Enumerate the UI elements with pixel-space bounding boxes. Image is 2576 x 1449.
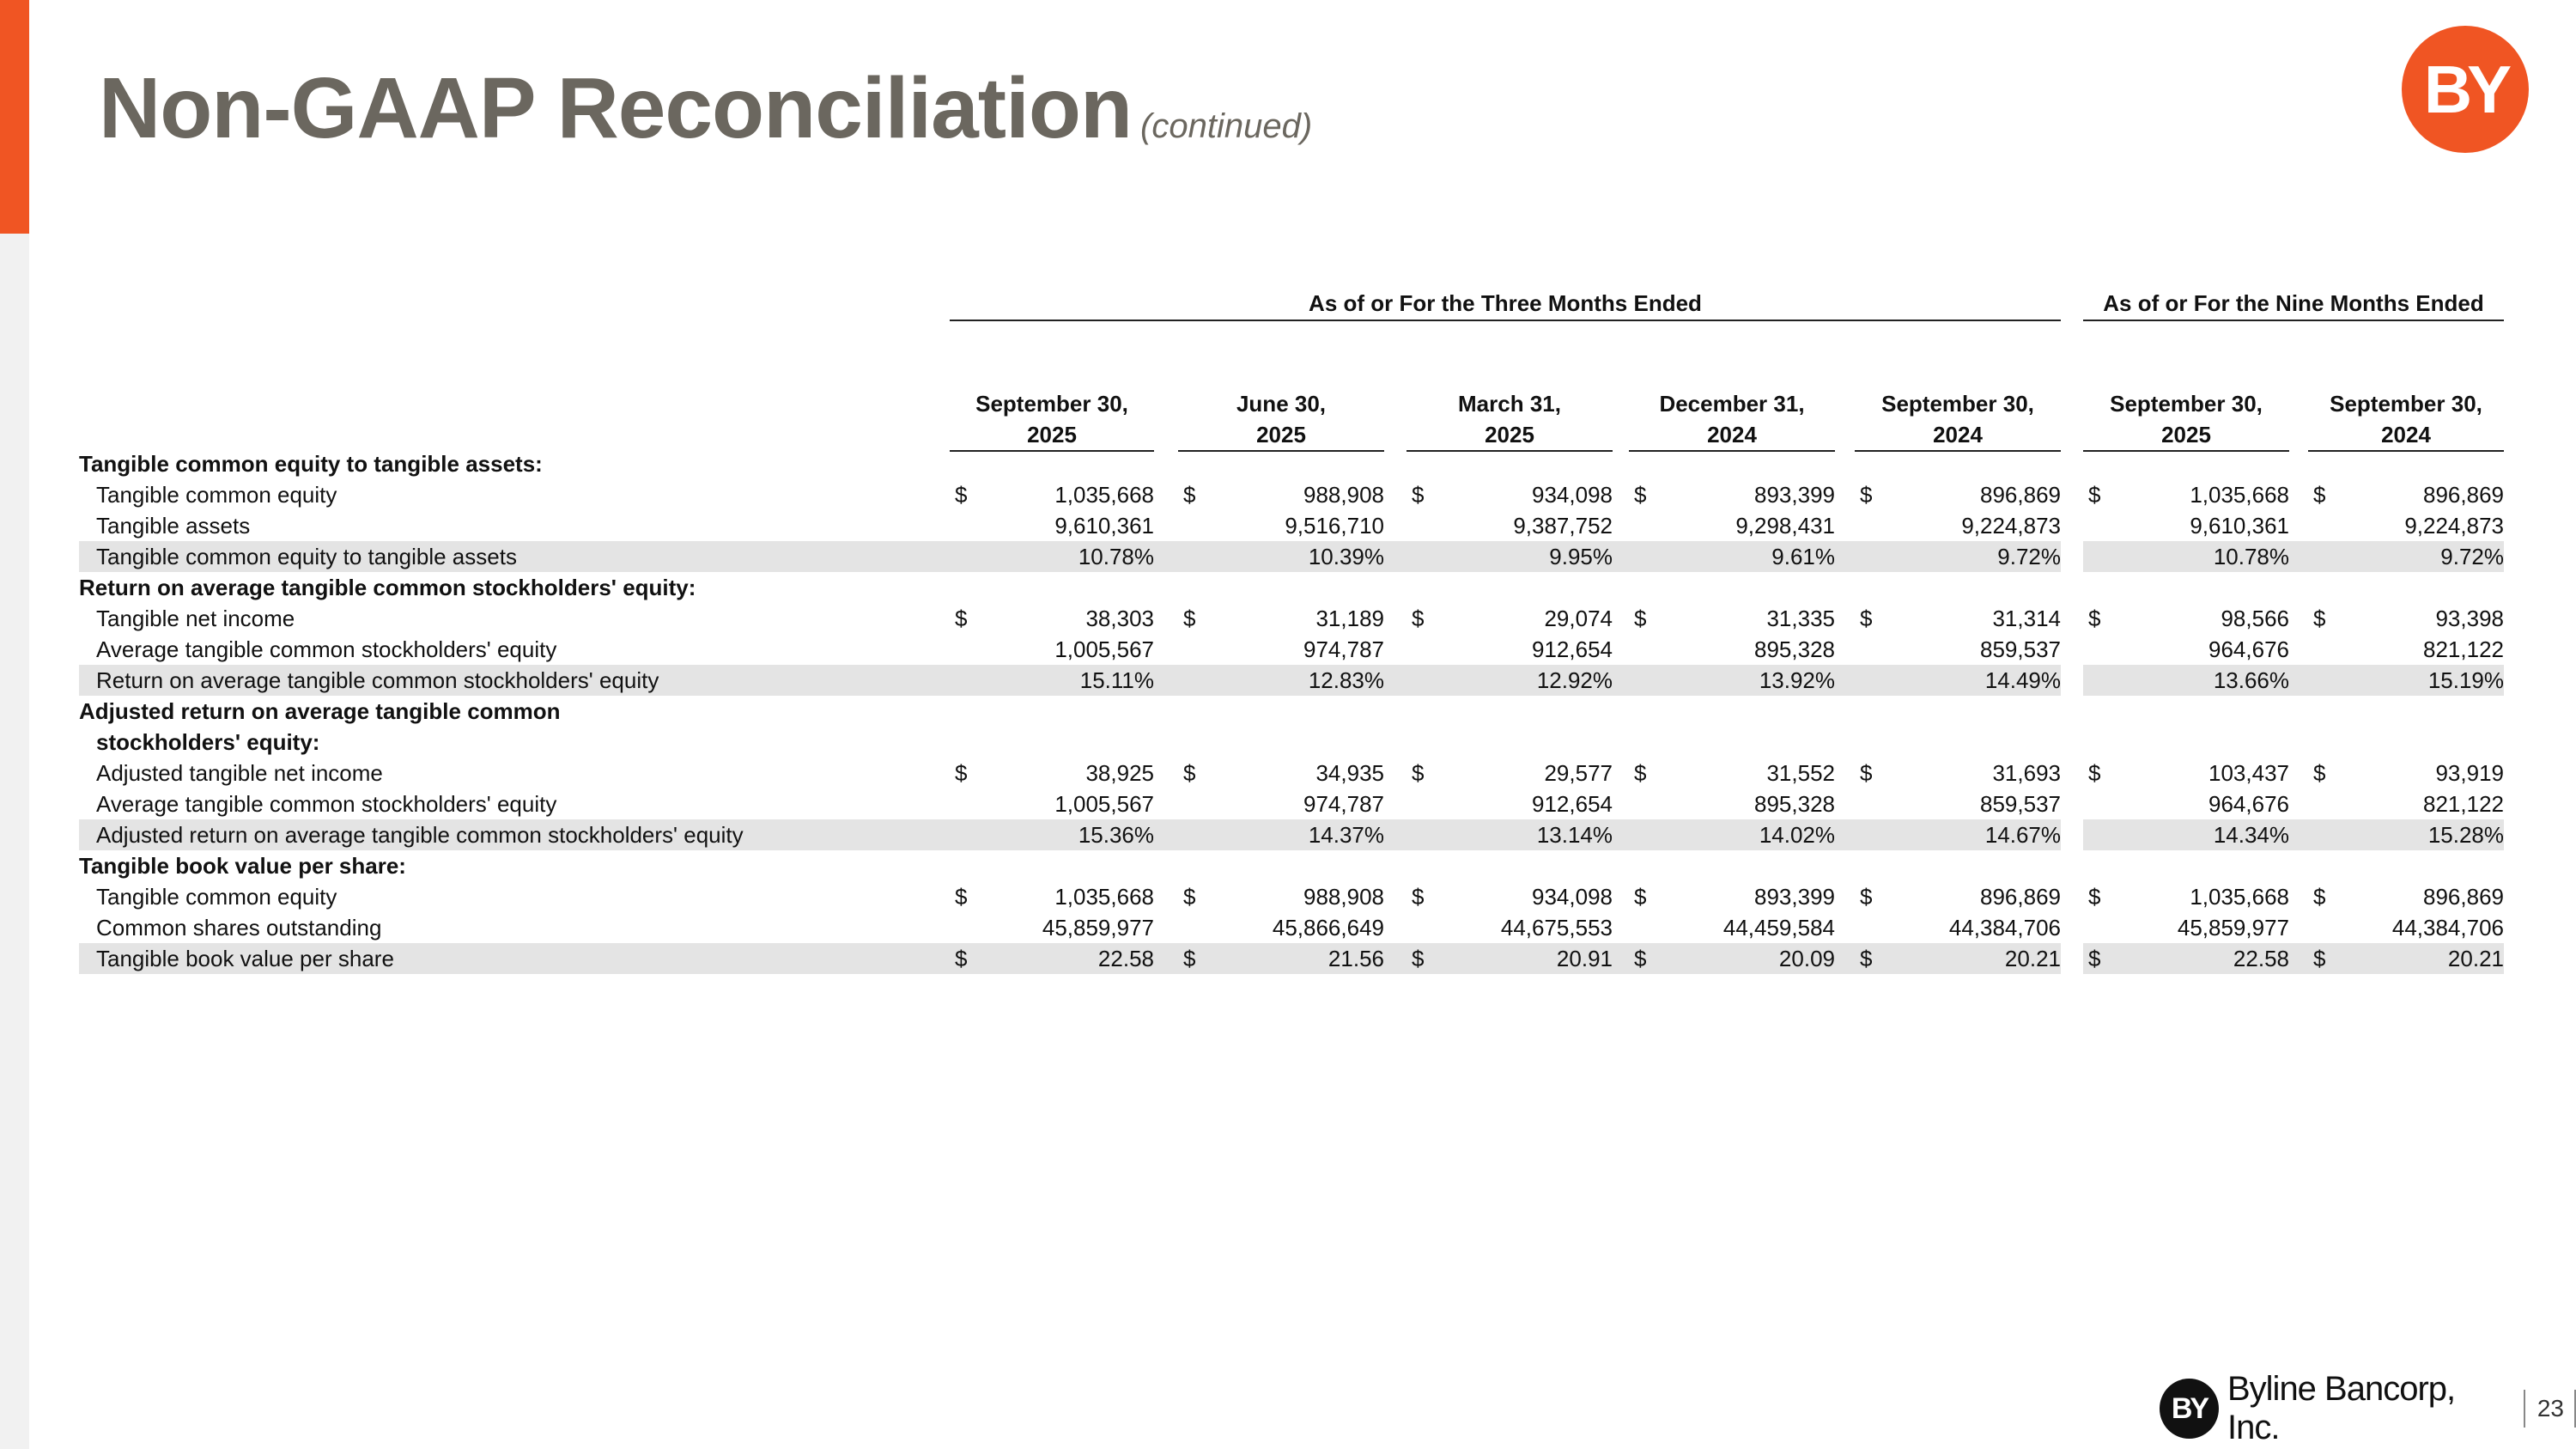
- cell-value: 821,122: [2423, 636, 2504, 662]
- row-label: Tangible assets: [96, 513, 251, 539]
- cell-value: 893,399: [1754, 884, 1835, 910]
- currency-symbol: $: [1860, 606, 1873, 631]
- cell-value: 10.78%: [2213, 544, 2289, 569]
- table-cell: [1855, 634, 2061, 665]
- page-number: 23: [2537, 1395, 2565, 1422]
- currency-symbol: $: [1634, 482, 1647, 508]
- table-cell: [1406, 912, 1613, 943]
- currency-symbol: $: [955, 606, 968, 631]
- table-cell: [1178, 912, 1384, 943]
- currency-symbol: $: [1183, 946, 1196, 971]
- section-header-row: [79, 727, 2504, 758]
- table-cell: [950, 541, 1154, 572]
- table-cell: [1178, 788, 1384, 819]
- cell-value: 15.28%: [2427, 822, 2504, 848]
- page-title-text: Non-GAAP Reconciliation: [99, 60, 1133, 156]
- row-label: Tangible common equity: [96, 884, 337, 910]
- table-cell: [950, 510, 1154, 541]
- table-cell: [1406, 634, 1613, 665]
- table-cell: [1406, 758, 1613, 788]
- cell-value: 98,566: [2221, 606, 2289, 631]
- currency-symbol: $: [1412, 482, 1425, 508]
- cell-value: 912,654: [1532, 791, 1613, 817]
- currency-symbol: $: [1634, 946, 1647, 971]
- table-cell: [2083, 541, 2289, 572]
- table-cell: [950, 943, 1154, 974]
- table-cell: [1406, 479, 1613, 510]
- table-cell: [1406, 881, 1613, 912]
- row-label: Adjusted tangible net income: [96, 760, 383, 786]
- table-cell: [1855, 510, 2061, 541]
- row-label: Tangible book value per share: [96, 946, 394, 971]
- cell-value: 988,908: [1303, 884, 1384, 910]
- column-header-year: 2024: [2381, 422, 2431, 447]
- cell-value: 9,610,361: [1054, 513, 1154, 539]
- section-header-row: [79, 572, 2504, 603]
- column-header-year: 2024: [1933, 422, 1983, 447]
- cell-value: 912,654: [1532, 636, 1613, 662]
- currency-symbol: $: [2088, 482, 2101, 508]
- table-cell: [1629, 943, 1835, 974]
- cell-value: 12.83%: [1308, 667, 1384, 693]
- currency-symbol: $: [955, 760, 968, 786]
- currency-symbol: $: [2313, 946, 2326, 971]
- cell-value: 15.11%: [1079, 667, 1154, 693]
- table-cell: [1406, 510, 1613, 541]
- currency-symbol: $: [1183, 482, 1196, 508]
- table-cell: [1406, 603, 1613, 634]
- table-cell: [2308, 541, 2504, 572]
- row-label: Adjusted return on average tangible common stockholders' equity: [96, 822, 744, 848]
- table-cell: [2308, 510, 2504, 541]
- table-cell: [1178, 665, 1384, 696]
- column-header-date: September 30,: [2110, 391, 2263, 417]
- cell-value: 896,869: [1980, 884, 2061, 910]
- table-cell: [1178, 479, 1384, 510]
- table-cell: [950, 881, 1154, 912]
- row-label: Tangible common equity to tangible assets:: [79, 451, 543, 477]
- table-cell: [2308, 479, 2504, 510]
- cell-value: 20.91: [1556, 946, 1613, 971]
- cell-value: 1,005,567: [1054, 791, 1154, 817]
- table-row: [79, 603, 2504, 634]
- currency-symbol: $: [1183, 606, 1196, 631]
- cell-value: 22.58: [2233, 946, 2289, 971]
- currency-symbol: $: [1860, 482, 1873, 508]
- currency-symbol: $: [1412, 606, 1425, 631]
- column-header-year: 2025: [1485, 422, 1534, 447]
- footer-logo-text: BY: [2171, 1391, 2208, 1425]
- cell-value: 93,919: [2435, 760, 2504, 786]
- table-cell: [1406, 665, 1613, 696]
- column-header-date: March 31,: [1458, 391, 1561, 417]
- cell-value: 821,122: [2423, 791, 2504, 817]
- table-cell: [2083, 912, 2289, 943]
- table-cell: [1629, 510, 1835, 541]
- cell-value: 22.58: [1097, 946, 1154, 971]
- currency-symbol: $: [2088, 946, 2101, 971]
- column-header: [1406, 388, 1613, 452]
- cell-value: 9.61%: [1771, 544, 1835, 569]
- page-title: [99, 57, 1312, 160]
- total-row: [79, 541, 2504, 572]
- table-row: [79, 510, 2504, 541]
- table-row: [79, 788, 2504, 819]
- row-label: Tangible common equity to tangible assets: [96, 544, 517, 569]
- cell-value: 31,693: [1992, 760, 2061, 786]
- cell-value: 29,577: [1544, 760, 1613, 786]
- cell-value: 44,459,584: [1722, 915, 1835, 941]
- cell-value: 1,035,668: [2190, 884, 2289, 910]
- cell-value: 13.66%: [2213, 667, 2289, 693]
- cell-value: 93,398: [2435, 606, 2504, 631]
- group-header: As of or For the Nine Months Ended: [2083, 289, 2504, 321]
- currency-symbol: $: [2313, 884, 2326, 910]
- table-cell: [1406, 788, 1613, 819]
- cell-value: 895,328: [1754, 636, 1835, 662]
- table-cell: [1855, 943, 2061, 974]
- cell-value: 14.49%: [1984, 667, 2061, 693]
- column-header: [1629, 388, 1835, 452]
- table-cell: [2083, 634, 2289, 665]
- column-header-date: September 30,: [2330, 391, 2482, 417]
- table-cell: [1629, 881, 1835, 912]
- cell-value: 934,098: [1532, 482, 1613, 508]
- cell-value: 974,787: [1303, 791, 1384, 817]
- cell-value: 1,035,668: [1054, 482, 1154, 508]
- row-label: Common shares outstanding: [96, 915, 382, 941]
- table-cell: [1629, 479, 1835, 510]
- cell-value: 9,516,710: [1285, 513, 1384, 539]
- table-cell: [2083, 510, 2289, 541]
- table-cell: [1178, 510, 1384, 541]
- cell-value: 10.39%: [1308, 544, 1384, 569]
- cell-value: 12.92%: [1536, 667, 1613, 693]
- currency-symbol: $: [1860, 760, 1873, 786]
- table-cell: [950, 788, 1154, 819]
- table-cell: [1855, 788, 2061, 819]
- cell-value: 45,859,977: [1042, 915, 1154, 941]
- column-header: [2308, 388, 2504, 452]
- cell-value: 44,384,706: [2391, 915, 2504, 941]
- cell-value: 20.21: [2004, 946, 2061, 971]
- cell-value: 9.72%: [1997, 544, 2061, 569]
- cell-value: 859,537: [1980, 791, 2061, 817]
- table-cell: [950, 665, 1154, 696]
- row-label: Return on average tangible common stockholders' equity: [96, 667, 659, 693]
- column-header-row: [79, 323, 2504, 447]
- table-row: [79, 634, 2504, 665]
- currency-symbol: $: [2313, 760, 2326, 786]
- total-row: [79, 943, 2504, 974]
- row-label: Tangible common equity: [96, 482, 337, 508]
- left-gutter: [0, 234, 29, 1449]
- table-cell: [1855, 758, 2061, 788]
- table-cell: [1629, 788, 1835, 819]
- accent-bar: [0, 0, 29, 234]
- currency-symbol: $: [1634, 606, 1647, 631]
- table-cell: [2308, 603, 2504, 634]
- currency-symbol: $: [1412, 760, 1425, 786]
- cell-value: 893,399: [1754, 482, 1835, 508]
- table-cell: [1178, 541, 1384, 572]
- table-cell: [950, 479, 1154, 510]
- cell-value: 31,552: [1766, 760, 1835, 786]
- column-header-date: September 30,: [975, 391, 1128, 417]
- table-cell: [2308, 881, 2504, 912]
- table-cell: [2308, 665, 2504, 696]
- cell-value: 20.09: [1778, 946, 1835, 971]
- cell-value: 13.14%: [1536, 822, 1613, 848]
- cell-value: 103,437: [2208, 760, 2289, 786]
- row-label: Tangible net income: [96, 606, 295, 631]
- table-cell: [1855, 881, 2061, 912]
- group-header: As of or For the Three Months Ended: [950, 289, 2061, 321]
- company-name: Byline Bancorp, Inc.: [2227, 1370, 2456, 1446]
- section-header-row: [79, 696, 2504, 727]
- cell-value: 20.21: [2447, 946, 2504, 971]
- cell-value: 38,303: [1085, 606, 1154, 631]
- column-header-year: 2025: [1256, 422, 1306, 447]
- table-cell: [2308, 943, 2504, 974]
- cell-value: 934,098: [1532, 884, 1613, 910]
- table-cell: [1178, 758, 1384, 788]
- table-cell: [950, 912, 1154, 943]
- table-cell: [950, 634, 1154, 665]
- table-cell: [1629, 634, 1835, 665]
- table-row: [79, 881, 2504, 912]
- table-cell: [1406, 819, 1613, 850]
- reconciliation-table: [79, 289, 2504, 974]
- table-cell: [1629, 819, 1835, 850]
- cell-value: 9,224,873: [1961, 513, 2061, 539]
- cell-value: 1,035,668: [1054, 884, 1154, 910]
- cell-value: 896,869: [2423, 482, 2504, 508]
- table-row: [79, 912, 2504, 943]
- cell-value: 31,314: [1992, 606, 2061, 631]
- total-row: [79, 665, 2504, 696]
- table-cell: [1178, 943, 1384, 974]
- table-row: [79, 758, 2504, 788]
- cell-value: 1,035,668: [2190, 482, 2289, 508]
- row-label: Average tangible common stockholders' equity: [96, 791, 557, 817]
- column-header: [950, 388, 1154, 452]
- cell-value: 14.37%: [1308, 822, 1384, 848]
- table-cell: [1406, 541, 1613, 572]
- table-cell: [2308, 634, 2504, 665]
- currency-symbol: $: [1860, 884, 1873, 910]
- cell-value: 9,298,431: [1735, 513, 1835, 539]
- table-cell: [2308, 788, 2504, 819]
- table-cell: [1855, 541, 2061, 572]
- cell-value: 14.67%: [1984, 822, 2061, 848]
- cell-value: 896,869: [2423, 884, 2504, 910]
- cell-value: 9.72%: [2440, 544, 2504, 569]
- column-header-date: June 30,: [1236, 391, 1327, 417]
- table-cell: [2083, 881, 2289, 912]
- footer-divider: [2524, 1390, 2525, 1428]
- row-label: stockholders' equity:: [96, 729, 320, 755]
- cell-value: 15.19%: [2427, 667, 2504, 693]
- table-cell: [2083, 819, 2289, 850]
- cell-value: 14.02%: [1759, 822, 1835, 848]
- table-cell: [1855, 665, 2061, 696]
- row-label: Average tangible common stockholders' equity: [96, 636, 557, 662]
- table-cell: [1629, 665, 1835, 696]
- table-cell: [950, 603, 1154, 634]
- currency-symbol: $: [1183, 884, 1196, 910]
- cell-value: 964,676: [2208, 791, 2289, 817]
- cell-value: 31,335: [1766, 606, 1835, 631]
- row-label: Tangible book value per share:: [79, 853, 406, 879]
- cell-value: 45,859,977: [2177, 915, 2289, 941]
- table-row: [79, 479, 2504, 510]
- cell-value: 1,005,567: [1054, 636, 1154, 662]
- section-header-row: [79, 448, 2504, 479]
- table-cell: [1629, 758, 1835, 788]
- byline-logo-icon: [2402, 26, 2529, 153]
- cell-value: 9.95%: [1549, 544, 1613, 569]
- footer-logo-icon: [2160, 1379, 2219, 1439]
- column-header-date: September 30,: [1881, 391, 2034, 417]
- cell-value: 988,908: [1303, 482, 1384, 508]
- cell-value: 9,224,873: [2404, 513, 2504, 539]
- section-header-row: [79, 850, 2504, 881]
- table-cell: [2308, 819, 2504, 850]
- table-cell: [1855, 819, 2061, 850]
- cell-value: 38,925: [1085, 760, 1154, 786]
- logo-text: BY: [2423, 51, 2507, 127]
- table-cell: [1178, 819, 1384, 850]
- table-cell: [950, 819, 1154, 850]
- cell-value: 29,074: [1544, 606, 1613, 631]
- column-header: [2083, 388, 2289, 452]
- row-label: Return on average tangible common stockholders' equity:: [79, 575, 696, 600]
- cell-value: 896,869: [1980, 482, 2061, 508]
- currency-symbol: $: [1412, 946, 1425, 971]
- column-header-year: 2025: [1027, 422, 1077, 447]
- column-header: [1855, 388, 2061, 452]
- cell-value: 895,328: [1754, 791, 1835, 817]
- table-cell: [950, 758, 1154, 788]
- cell-value: 964,676: [2208, 636, 2289, 662]
- table-cell: [1855, 912, 2061, 943]
- cell-value: 31,189: [1315, 606, 1384, 631]
- column-header-year: 2024: [1707, 422, 1757, 447]
- currency-symbol: $: [1860, 946, 1873, 971]
- cell-value: 15.36%: [1078, 822, 1154, 848]
- table-cell: [2083, 479, 2289, 510]
- table-cell: [2083, 943, 2289, 974]
- cell-value: 9,387,752: [1513, 513, 1613, 539]
- cell-value: 974,787: [1303, 636, 1384, 662]
- currency-symbol: $: [2088, 606, 2101, 631]
- table-cell: [1855, 603, 2061, 634]
- table-cell: [1629, 912, 1835, 943]
- cell-value: 10.78%: [1078, 544, 1154, 569]
- cell-value: 21.56: [1327, 946, 1384, 971]
- table-cell: [2083, 788, 2289, 819]
- currency-symbol: $: [2088, 760, 2101, 786]
- cell-value: 859,537: [1980, 636, 2061, 662]
- cell-value: 14.34%: [2213, 822, 2289, 848]
- table-cell: [2308, 758, 2504, 788]
- currency-symbol: $: [955, 946, 968, 971]
- currency-symbol: $: [955, 884, 968, 910]
- currency-symbol: $: [1412, 884, 1425, 910]
- table-cell: [1178, 603, 1384, 634]
- table-cell: [1178, 881, 1384, 912]
- column-header: [1178, 388, 1384, 452]
- currency-symbol: $: [2088, 884, 2101, 910]
- cell-value: 9,610,361: [2190, 513, 2289, 539]
- table-cell: [2083, 603, 2289, 634]
- table-cell: [1406, 943, 1613, 974]
- cell-value: 44,384,706: [1948, 915, 2061, 941]
- column-header-year: 2025: [2161, 422, 2211, 447]
- footer: [2160, 1370, 2576, 1446]
- currency-symbol: $: [2313, 606, 2326, 631]
- table-cell: [1629, 541, 1835, 572]
- table-cell: [1629, 603, 1835, 634]
- column-header-date: December 31,: [1659, 391, 1805, 417]
- currency-symbol: $: [1634, 760, 1647, 786]
- row-label: Adjusted return on average tangible common: [79, 698, 561, 724]
- table-cell: [2083, 758, 2289, 788]
- page-subtitle: (continued): [1140, 107, 1313, 145]
- cell-value: 13.92%: [1759, 667, 1835, 693]
- table-cell: [2308, 912, 2504, 943]
- currency-symbol: $: [955, 482, 968, 508]
- table-cell: [1178, 634, 1384, 665]
- cell-value: 34,935: [1315, 760, 1384, 786]
- cell-value: 44,675,553: [1500, 915, 1613, 941]
- currency-symbol: $: [1634, 884, 1647, 910]
- total-row: [79, 819, 2504, 850]
- currency-symbol: $: [2313, 482, 2326, 508]
- table-cell: [1855, 479, 2061, 510]
- table-cell: [2083, 665, 2289, 696]
- cell-value: 45,866,649: [1272, 915, 1384, 941]
- group-header-row: [79, 289, 2504, 323]
- currency-symbol: $: [1183, 760, 1196, 786]
